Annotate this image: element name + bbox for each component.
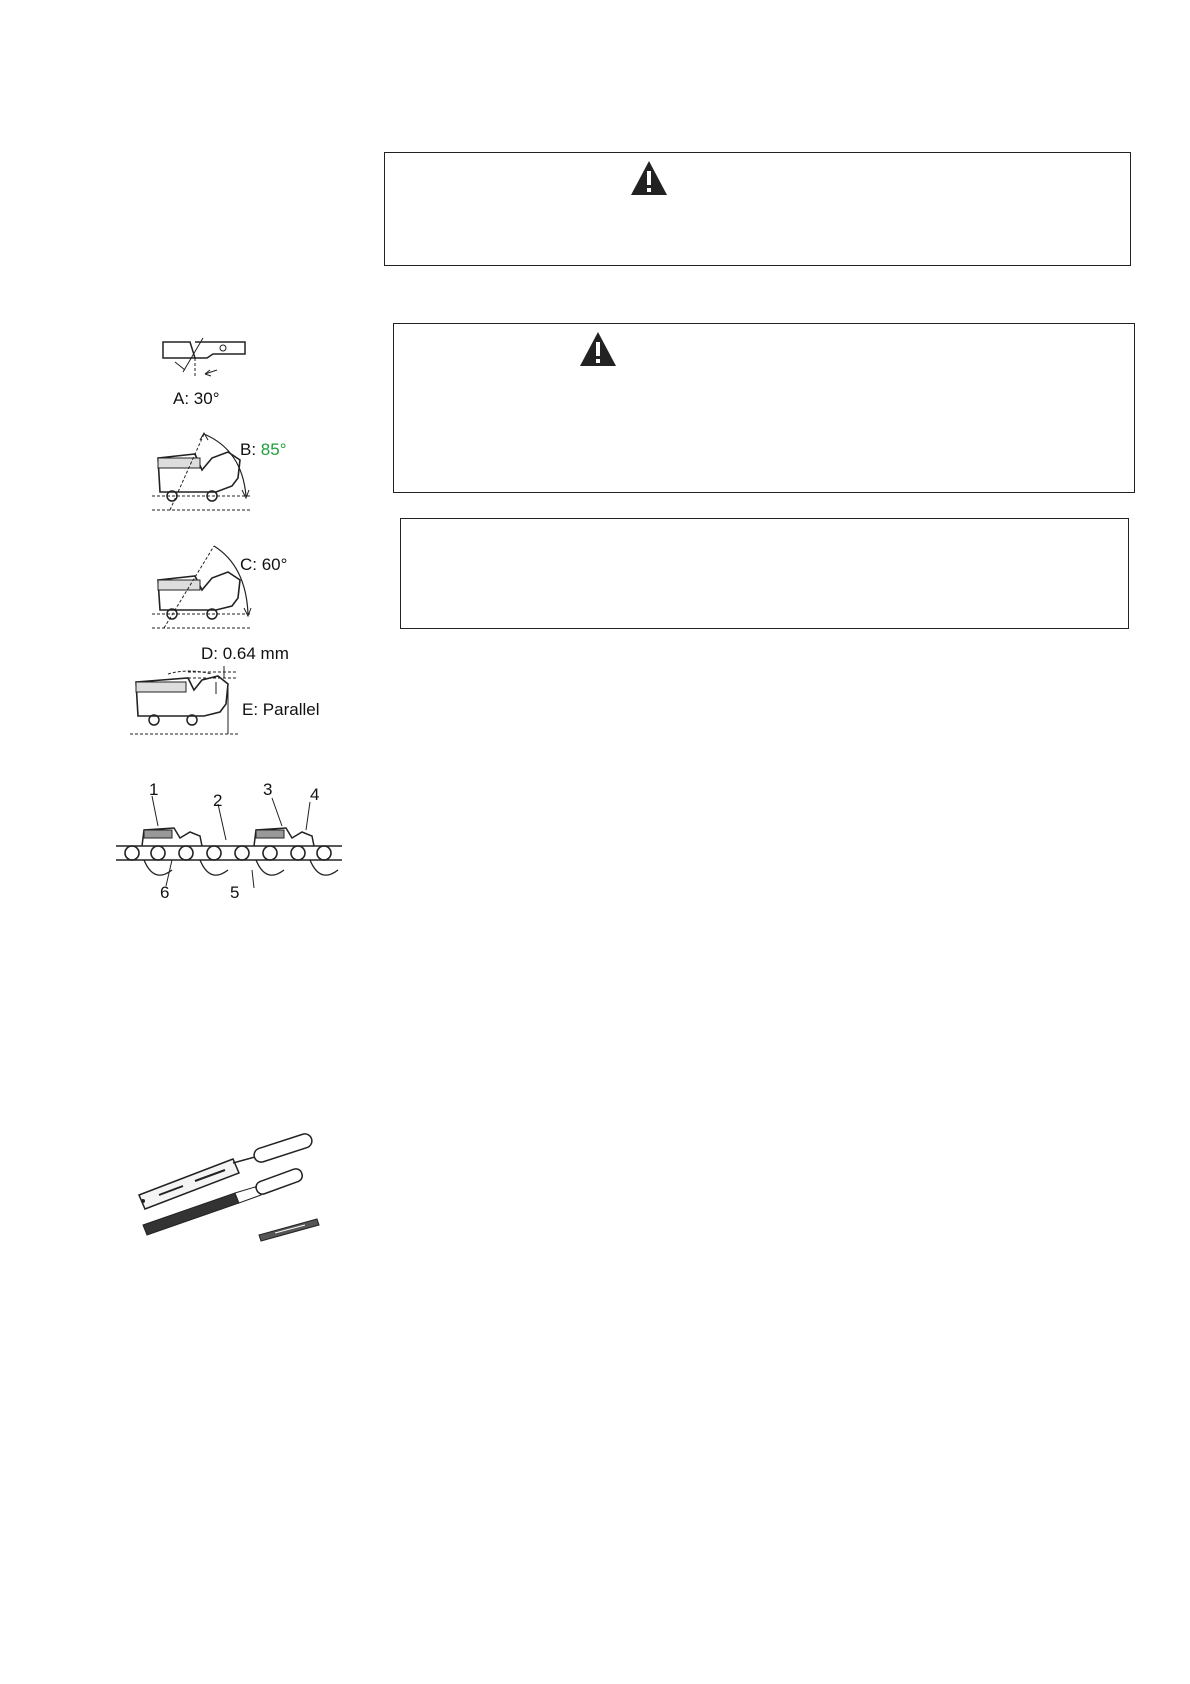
warning-triangle-icon (629, 159, 669, 197)
angle-b-label (240, 441, 287, 458)
chain-part-6: 6 (160, 883, 170, 902)
chain-part-5: 5 (230, 883, 240, 902)
warning-triangle-icon (578, 330, 618, 368)
figure-depth-gauge (128, 664, 248, 744)
angle-c-label: C: 60° (240, 555, 288, 574)
warning-box-2 (393, 323, 1135, 493)
angle-e-label: E: Parallel (242, 700, 320, 719)
angle-d-label: D: 0.64 mm (201, 644, 289, 663)
note-box (400, 518, 1129, 629)
angle-b-prefix: B: (240, 440, 261, 459)
chain-part-4: 4 (310, 785, 320, 804)
angle-a-label: A: 30° (173, 389, 220, 408)
chain-part-2: 2 (213, 791, 223, 810)
angle-b-value: 85° (260, 440, 287, 459)
warning-box-1 (384, 152, 1131, 266)
chain-part-1: 1 (149, 780, 159, 799)
figure-angle-a (155, 332, 255, 392)
figure-sharpening-tools (135, 1135, 335, 1255)
chain-part-3: 3 (263, 780, 273, 799)
